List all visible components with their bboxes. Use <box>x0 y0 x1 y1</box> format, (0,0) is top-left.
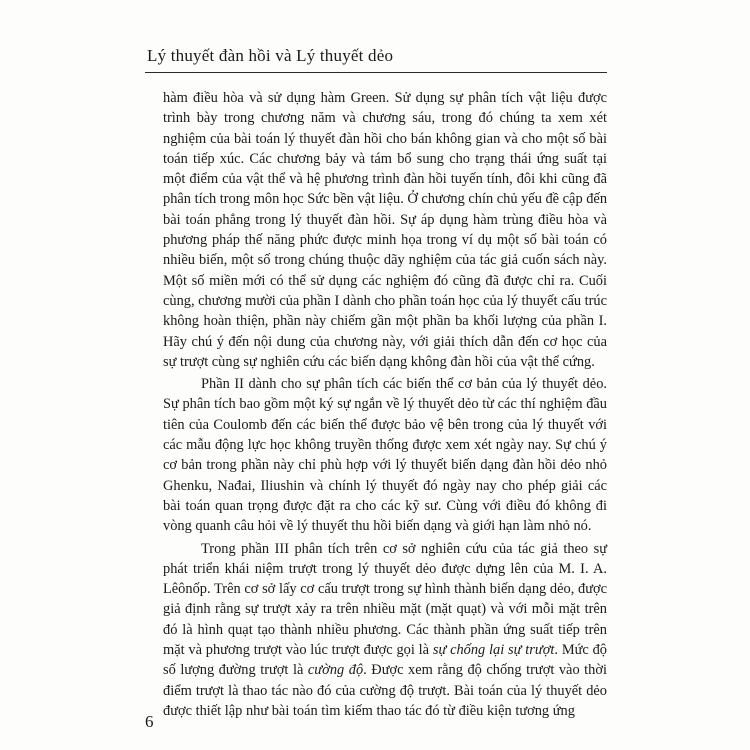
paragraph-1: hàm điều hòa và sử dụng hàm Green. Sử dụng sự phân tích vật liệu được trình bày trong chương năm và chương sáu, trong đó chúng ta xem xét nghiệm của bài toán lý thuyết đàn hồi cho bán không gian và cho một số bài toán tiếp xúc. Các chương bảy và tám bổ sung cho trạng thái ứng suất tại một điểm của vật thể và hệ phương trình đàn hồi tuyến tính, đôi khi cũng đã phân tích trong môn học Sức bền vật liệu. Ở chương chín chủ yếu đề cập đến bài toán phẳng trong lý thuyết đàn hồi. Sự áp dụng hàm trùng điều hòa và phương pháp thế năng phức được minh họa trong ví dụ một số bài toán có nhiều biến, một số trong chúng thuộc dãy nghiệm của tác giả cuốn sách này. Một số miền mới có thể sử dụng các nghiệm đó cũng đã được chỉ ra. Cuối cùng, chương mười của phần I dành cho phần toán học của lý thuyết cấu trúc không hoàn thiện, phần này chiếm gần một phần ba khối lượng của phần I. Hãy chú ý đến nội dung của chương này, với giải thích dẫn đến cơ học của sự trượt cùng sự nghiên cứu các biến dạng không đàn hồi của vật thể cứng. <box>163 90 608 370</box>
header-rule <box>145 72 607 73</box>
paragraph-3-text-a: Trong phần III phân tích trên cơ sở nghiên cứu của tác giả theo sự phát triển khái niệm trượt trong lý thuyết dẻo được dựng lên của M. I. A. Lêônốp. Trên cơ sở lấy cơ cấu trượt trong sự hình thành biến dạng dẻo, được giả định rằng sự trượt xảy ra trên nhiều mặt (mặt quạt) và với mỗi mặt trên đó là hình quạt tạo thành nhiều phương. Các thành phần ứng suất tiếp trên mặt và phương trượt vào lúc trượt được gọi là <box>163 540 607 659</box>
paragraph-3 <box>163 539 607 722</box>
term-intensity: cường độ <box>307 662 364 679</box>
running-title: Lý thuyết đàn hồi và Lý thuyết dẻo <box>147 46 394 65</box>
paragraph-3-text-b: . Mức độ số lượng đường trượt là <box>163 642 607 679</box>
paragraph-3-text-c: . Được xem rằng độ chống trượt vào thời điểm trượt là thao tác nào đó của cường độ trượt. Bài toán của lý thuyết dẻo được thiết lập như bài toán tìm kiếm thao tác đó từ điều kiện tương ứng <box>163 662 607 719</box>
body-text <box>163 88 607 721</box>
paragraph-2: Phần II dành cho sự phân tích các biến thể cơ bản của lý thuyết dẻo. Sự phân tích bao gồm một ký sự ngắn về lý thuyết dẻo từ các thí nghiệm đầu tiên của Coulomb đến các biến thể được bảo vệ bên trong của lý thuyết với các mẫu động lực học không truyền thống được xem xét ngày nay. Sự chú ý cơ bản trong phần này chỉ phù hợp với lý thuyết biến dạng đàn hồi dẻo nhỏ Ghenku, Nađai, Iliushin và chính lý thuyết đó ngày nay cho phép giải các bài toán quan trọng được đặt ra cho các kỹ sư. Cùng với điều đó không đi vòng quanh câu hỏi về lý thuyết thu hồi biến dạng và giới hạn làm nhỏ nó. <box>163 376 607 535</box>
page-number: 6 <box>145 712 154 731</box>
term-slip-resistance: sự chống lại sự trượt <box>432 642 555 659</box>
